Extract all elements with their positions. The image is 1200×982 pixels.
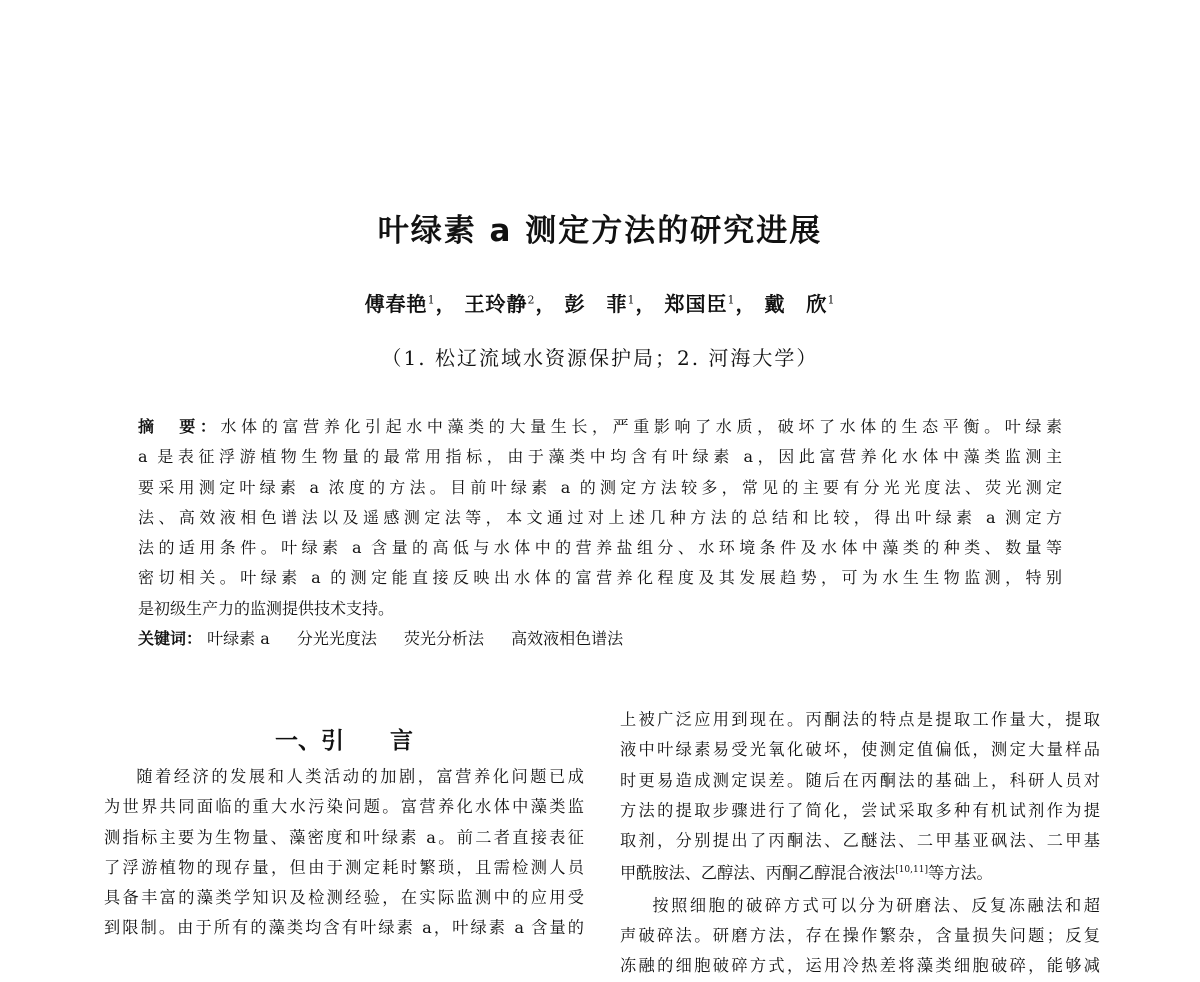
keyword: 荧光分析法 — [403, 629, 484, 648]
body-line: 具备丰富的藻类学知识及检测经验，在实际监测中的应用受 — [104, 888, 584, 908]
abstract-line: 是初级生产力的监测提供技术支持。 — [138, 598, 395, 618]
abstract-line: 法的适用条件。叶绿素 a 含量的高低与水体中的营养盐组分、水环境条件及水体中藻类的种类、数量等 — [138, 538, 1062, 558]
paper-title: 叶绿素 a 测定方法的研究进展 — [377, 213, 823, 249]
body-line: 时更易造成测定误差。随后在丙酮法的基础上，科研人员对 — [620, 770, 1100, 790]
author: 彭 菲$^1$ — [564, 292, 636, 316]
right-column — [620, 705, 1100, 982]
abstract — [138, 412, 1062, 624]
keyword: 分光光度法 — [296, 629, 377, 648]
body-line: 取剂，分别提出了丙酮法、乙醚法、二甲基亚砜法、二甲基 — [620, 831, 1100, 851]
body-line: 测指标主要为生物量、藻密度和叶绿素 a。前二者直接表征 — [104, 827, 584, 847]
abstract-line: a 是表征浮游植物生物量的最常用指标，由于藻类中均含有叶绿素 a，因此富营养化水体中藻类监测主 — [138, 447, 1062, 467]
author: 戴 欣$^1$ — [764, 292, 836, 316]
abstract-line: 要采用测定叶绿素 a 浓度的方法。目前叶绿素 a 的测定方法较多，常见的主要有分光光度法、荧光测定 — [138, 477, 1062, 497]
author: 王玲静$^2$ — [464, 292, 536, 316]
abstract-label: 摘 要： — [138, 417, 221, 436]
affiliation: （1. 松辽流域水资源保护局；2. 河海大学） — [381, 346, 819, 370]
body-line: 方法的提取步骤进行了简化，尝试采取多种有机试剂作为提 — [620, 800, 1100, 820]
body-line: 甲酰胺法、乙醇法、丙酮乙醇混合液法[10,11]等方法。 — [620, 863, 993, 883]
abstract-line: 法、高效液相色谱法以及遥感测定法等，本文通过对上述几种方法的总结和比较，得出叶绿素 a 测定方 — [138, 507, 1062, 527]
author-list: 傅春艳$^1$， 王玲静$^2$， 彭 菲$^1$， 郑国臣$^1$， 戴 欣$^1$ — [364, 292, 836, 316]
left-column — [104, 762, 584, 944]
citation: [10,11] — [895, 865, 928, 876]
body-line: 液中叶绿素易受光氧化破坏，使测定值偏低，测定大量样品 — [620, 740, 1100, 760]
body-line: 按照细胞的破碎方式可以分为研磨法、反复冻融法和超 — [652, 895, 1100, 915]
section-heading: 一、引 言 — [275, 728, 413, 754]
author: 郑国臣$^1$ — [664, 292, 736, 316]
body-line: 为世界共同面临的重大水污染问题。富营养化水体中藻类监 — [104, 797, 584, 817]
keywords-label: 关键词： — [138, 629, 203, 648]
body-line: 声破碎法。研磨方法，存在操作繁杂，含量损失问题；反复 — [620, 926, 1100, 946]
keyword: 高效液相色谱法 — [511, 629, 624, 648]
abstract-line: 密切相关。叶绿素 a 的测定能直接反映出水体的富营养化程度及其发展趋势，可为水生生物监测，特别 — [138, 568, 1062, 588]
keywords — [138, 626, 1062, 649]
body-line: 上被广泛应用到现在。丙酮法的特点是提取工作量大，提取 — [620, 710, 1100, 729]
body-line: 到限制。由于所有的藻类均含有叶绿素 a，叶绿素 a 含量的 — [104, 918, 584, 938]
body-line: 随着经济的发展和人类活动的加剧，富营养化问题已成 — [136, 767, 584, 786]
abstract-line: 摘 要：水体的富营养化引起水中藻类的大量生长，严重影响了水质，破坏了水体的生态平衡。叶绿素 — [138, 417, 1062, 436]
body-line: 了浮游植物的现存量，但由于测定耗时繁琐，且需检测人员 — [104, 857, 584, 877]
body-line: 冻融的细胞破碎方式，运用冷热差将藻类细胞破碎，能够减 — [620, 956, 1100, 976]
author: 傅春艳$^1$ — [364, 292, 436, 316]
keyword: 叶绿素 a — [207, 629, 270, 648]
